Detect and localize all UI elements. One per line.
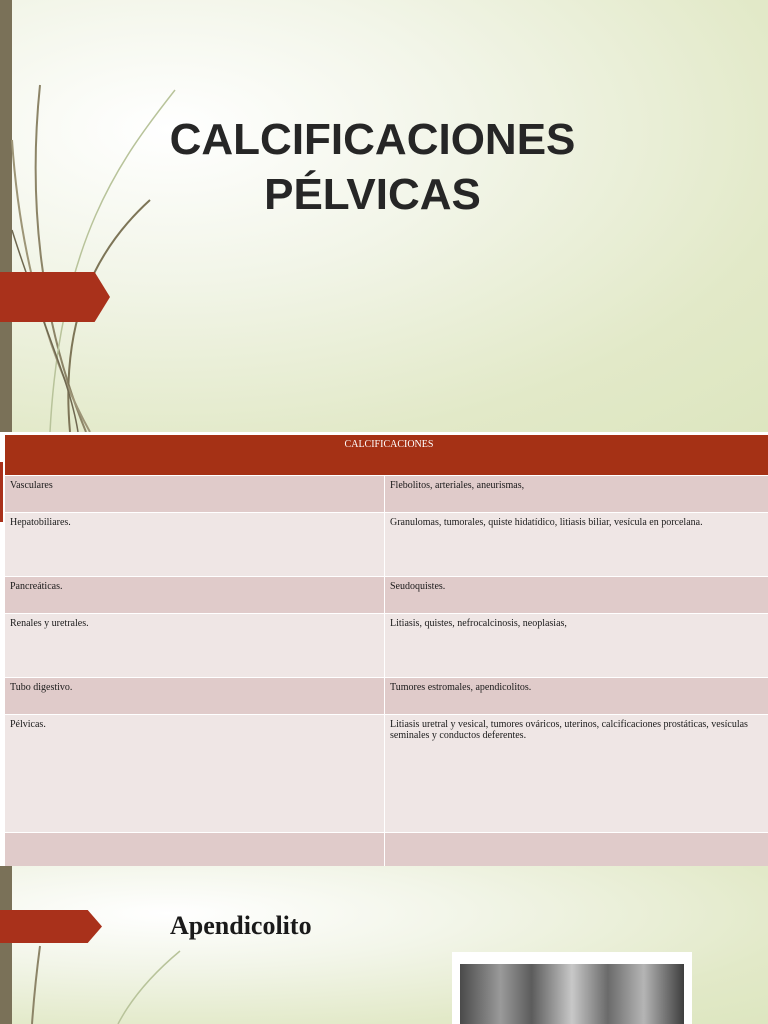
slide-heading: Apendicolito <box>170 911 312 940</box>
table-row <box>5 833 768 870</box>
table-cell-description <box>385 833 768 870</box>
table-cell-category: Vasculares <box>5 476 385 513</box>
appendicolith-slide <box>0 866 768 1024</box>
table-row <box>5 715 768 833</box>
table-cell-category: Hepatobiliares. <box>5 513 385 577</box>
table-cell-category: Pélvicas. <box>5 715 385 833</box>
table-row <box>5 476 768 513</box>
table-cell-description: Litiasis uretral y vesical, tumores ováricos, uterinos, calcificaciones prostáticas, vesículas seminales y conductos deferentes. <box>385 715 768 833</box>
table-cell-description: Granulomas, tumorales, quiste hidatídico, litiasis biliar, vesícula en porcelana. <box>385 513 768 577</box>
calcifications-table <box>4 434 768 870</box>
title-slide <box>0 0 768 432</box>
table-cell-category: Tubo digestivo. <box>5 678 385 715</box>
table-row <box>5 513 768 577</box>
table-row <box>5 577 768 614</box>
table-header-row <box>5 435 768 476</box>
slide-edge-accent <box>0 462 3 522</box>
title-line-2: PÉLVICAS <box>264 170 481 219</box>
red-arrow-tab <box>0 910 102 943</box>
slide-title <box>120 112 625 222</box>
table-row <box>5 614 768 678</box>
table-cell-description: Tumores estromales, apendicolitos. <box>385 678 768 715</box>
table-row <box>5 678 768 715</box>
title-line-1: CALCIFICACIONES <box>169 115 576 164</box>
table-cell-category: Pancreáticas. <box>5 577 385 614</box>
slide-side-bar <box>0 0 12 432</box>
xray-picture <box>460 964 684 1024</box>
table-cell-description: Litiasis, quistes, nefrocalcinosis, neoplasias, <box>385 614 768 678</box>
table-cell-category <box>5 833 385 870</box>
table-header: CALCIFICACIONES <box>5 435 768 476</box>
slide-side-bar <box>0 866 12 1024</box>
table-cell-description: Seudoquistes. <box>385 577 768 614</box>
table-cell-category: Renales y uretrales. <box>5 614 385 678</box>
decorative-swirl-lines <box>0 866 200 1024</box>
red-arrow-tab <box>0 272 110 322</box>
calcifications-table-region <box>0 432 768 866</box>
table-cell-description: Flebolitos, arteriales, aneurismas, <box>385 476 768 513</box>
xray-image <box>452 952 692 1024</box>
